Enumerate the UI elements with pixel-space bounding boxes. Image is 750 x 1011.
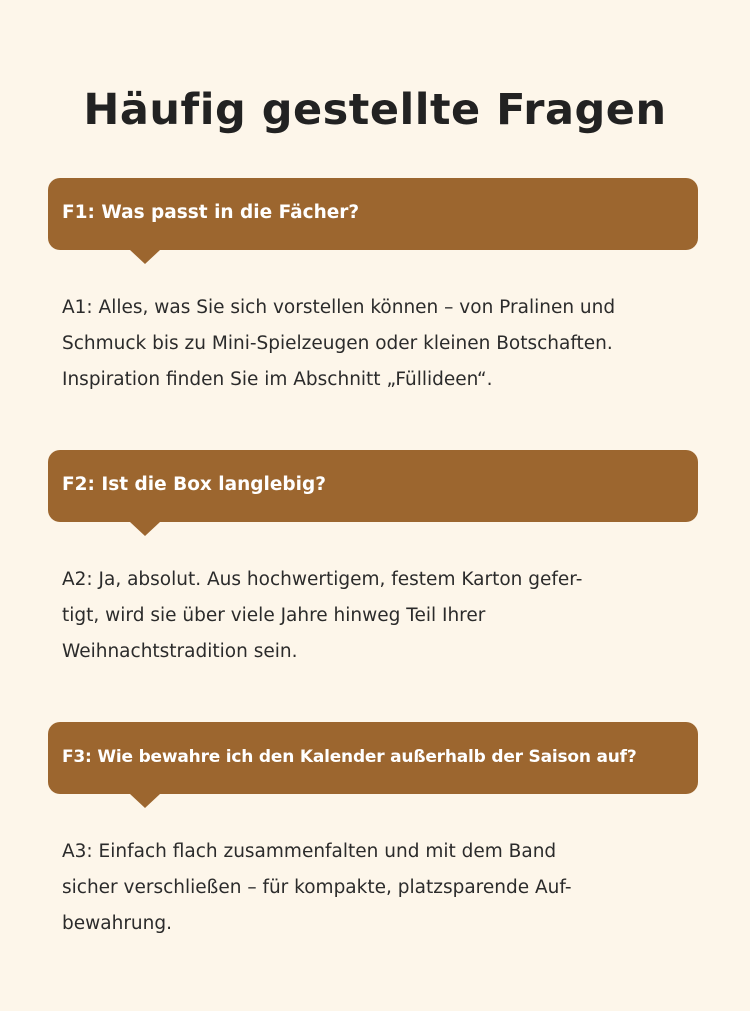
answer-line: Schmuck bis zu Mini-Spielzeugen oder kleinen Botschaften. — [62, 333, 613, 354]
answer-line: Inspiration finden Sie im Abschnitt „Füllideen“. — [62, 369, 493, 390]
answer-line: A1: Alles, was Sie sich vorstellen können – von Pralinen und — [62, 297, 616, 318]
answer-text — [62, 562, 734, 670]
answer-line: Weihnachtstradition sein. — [62, 641, 298, 662]
page-title: Häufig gestellte Fragen — [83, 85, 667, 135]
answer-line: bewahrung. — [62, 913, 172, 934]
question-text: F3: Wie bewahre ich den Kalender außerhalb der Saison auf? — [62, 747, 637, 767]
answer-line: tigt, wird sie über viele Jahre hinweg Teil Ihrer — [62, 605, 486, 626]
answer-text — [62, 834, 734, 942]
answer-line: A3: Einfach flach zusammenfalten und mit dem Band — [62, 841, 557, 862]
question-box — [48, 722, 698, 794]
answer-text — [62, 290, 734, 398]
question-box — [48, 178, 698, 250]
question-text: F2: Ist die Box langlebig? — [62, 474, 326, 495]
question-box — [48, 450, 698, 522]
answer-line: A2: Ja, absolut. Aus hochwertigem, festem Karton gefer- — [62, 569, 583, 590]
answer-line: sicher verschließen – für kompakte, platzsparende Auf- — [62, 877, 572, 898]
question-text: F1: Was passt in die Fächer? — [62, 202, 360, 223]
